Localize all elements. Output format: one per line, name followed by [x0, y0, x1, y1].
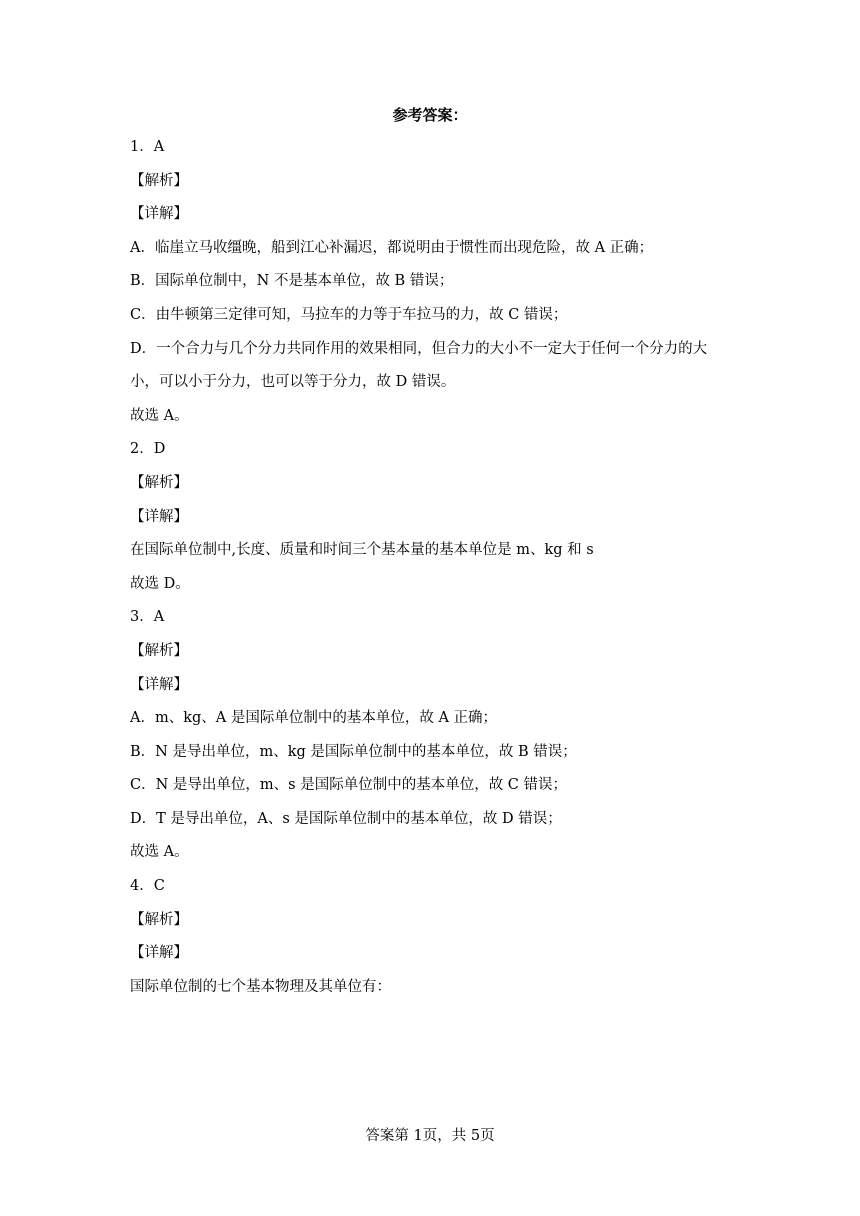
answer-content — [130, 131, 740, 1004]
answer-line: 1．A — [130, 139, 165, 155]
answer-line: 【详解】 — [130, 508, 188, 525]
answer-line: A．临崖立马收缰晚，船到江心补漏迟，都说明由于惯性而出现危险，故 A 正确； — [130, 239, 654, 256]
answer-line: 【详解】 — [130, 206, 188, 223]
page-footer: 答案第 1页，共 5页 — [365, 1128, 495, 1144]
answer-line: D．一个合力与几个分力共同作用的效果相同，但合力的大小不一定大于任何一个分力的大 — [130, 340, 708, 357]
answer-line: 故选 A。 — [130, 407, 189, 424]
answer-line: 【解析】 — [130, 474, 188, 491]
answer-line: 3．A — [130, 609, 165, 626]
answer-line: 2．D — [130, 441, 166, 458]
answer-line: 【详解】 — [130, 676, 188, 693]
answer-line: 故选 A。 — [130, 844, 189, 861]
answer-line: 在国际单位制中,长度、质量和时间三个基本量的基本单位是 m、kg 和 s — [130, 542, 594, 559]
answer-line: C．由牛顿第三定律可知，马拉车的力等于车拉马的力，故 C 错误； — [130, 306, 568, 323]
answer-line: A．m、kg、A 是国际单位制中的基本单位，故 A 正确； — [130, 710, 498, 727]
answer-line: C．N 是导出单位，m、s 是国际单位制中的基本单位，故 C 错误； — [130, 777, 568, 794]
answer-line: 故选 D。 — [130, 575, 190, 592]
page-title: 参考答案： — [392, 106, 468, 124]
answer-line: 【详解】 — [130, 945, 188, 962]
answer-line: 【解析】 — [130, 172, 188, 189]
answer-line: 国际单位制的七个基本物理及其单位有： — [130, 978, 391, 995]
answer-line: 【解析】 — [130, 911, 188, 928]
answer-line: 小，可以小于分力，也可以等于分力，故 D 错误。 — [130, 374, 456, 391]
answer-line: 【解析】 — [130, 642, 188, 659]
answer-line: B．N 是导出单位，m、kg 是国际单位制中的基本单位，故 B 错误； — [130, 743, 577, 760]
answer-line: 4．C — [130, 878, 165, 895]
answer-line: D．T 是导出单位，A、s 是国际单位制中的基本单位，故 D 错误； — [130, 810, 562, 827]
answer-line: B．国际单位制中，N 不是基本单位，故 B 错误； — [130, 273, 454, 290]
